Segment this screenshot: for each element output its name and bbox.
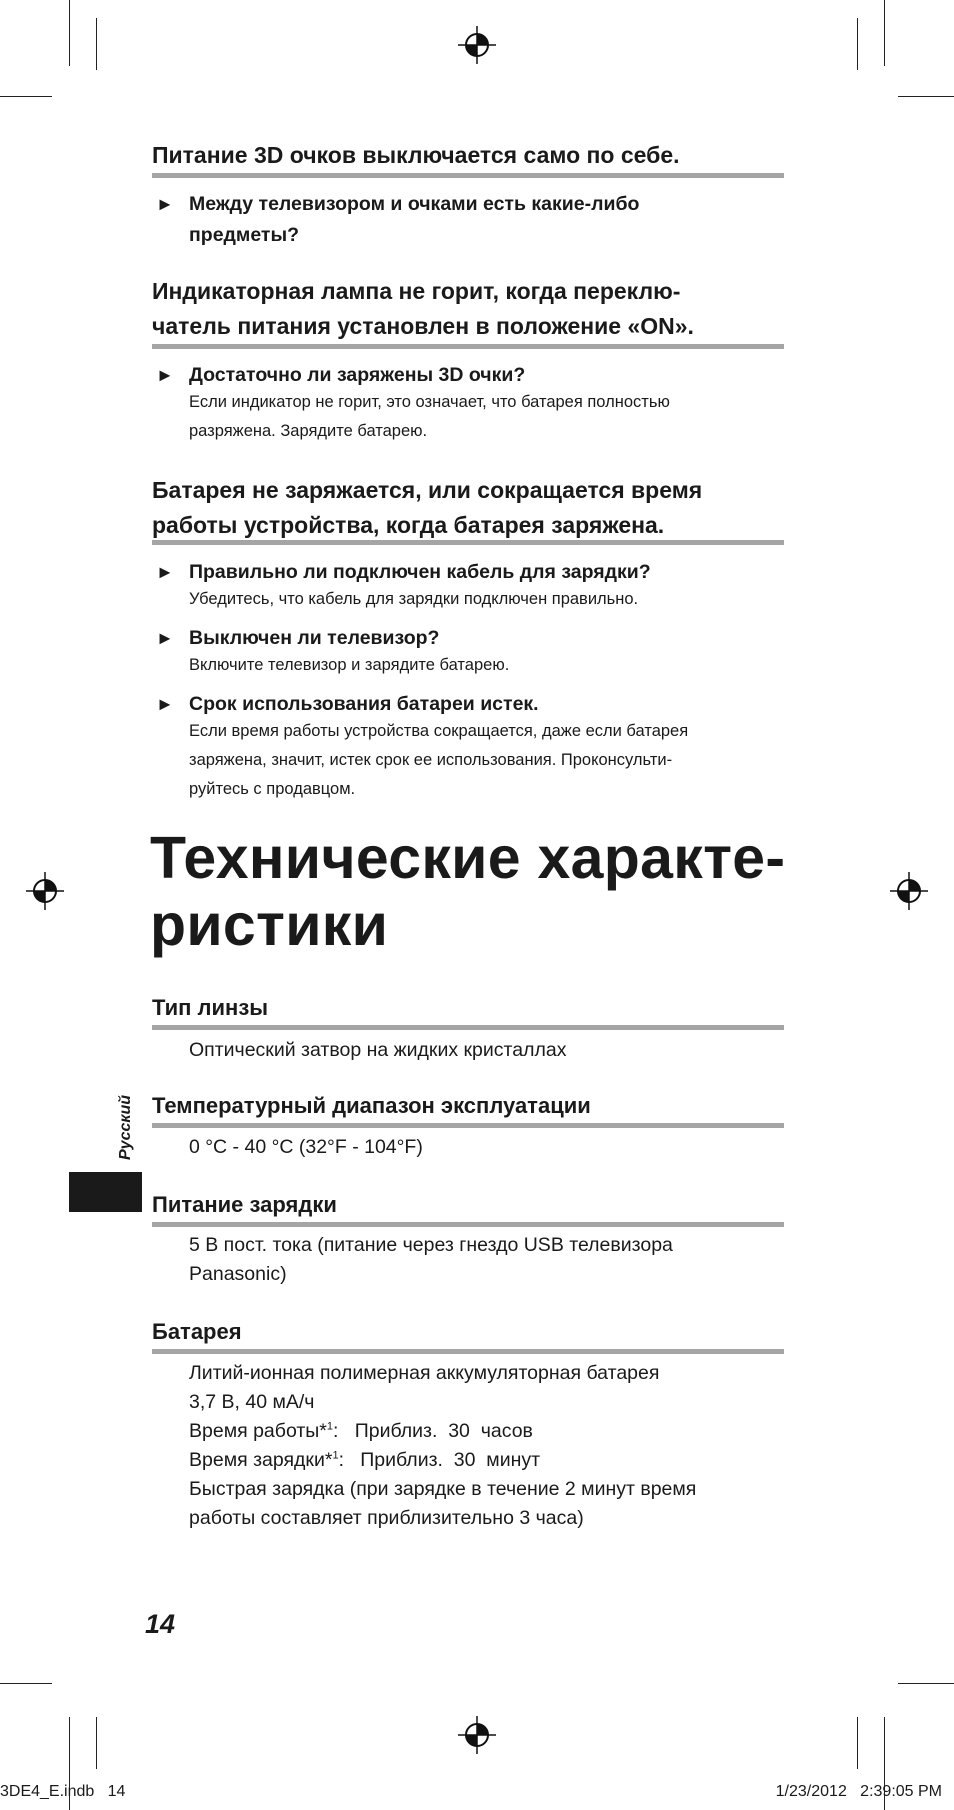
- arrow-right-icon: ►: [156, 562, 174, 582]
- registration-mark-icon: [458, 1716, 496, 1754]
- answer-text: Если время работы устройства сокращается, даже если батарея заряжена, значит, истек срок ее использования. Проконсульти- руйтесь с продавцом.: [189, 722, 689, 798]
- language-side-label: Русский: [117, 1094, 134, 1160]
- spec-text: 0 °C - 40 °C (32°F - 104°F): [189, 1136, 423, 1158]
- answer-text: Если индикатор не горит, это означает, что батарея полностью разряжена. Зарядите батарею.: [189, 393, 670, 440]
- spec-heading: Тип линзы: [152, 995, 269, 1020]
- section-rule: [152, 1349, 784, 1354]
- footer-file-slug: 3DE4_E.indb 14: [0, 1783, 126, 1800]
- footer-datetime: 1/23/2012 2:39:05 PM: [775, 1783, 942, 1800]
- language-tab-marker: [69, 1172, 142, 1212]
- registration-mark-icon: [458, 26, 496, 64]
- question-text: Выключен ли телевизор?: [189, 627, 440, 649]
- arrow-right-icon: ►: [156, 365, 174, 385]
- question-text: Достаточно ли заряжены 3D очки?: [189, 364, 526, 386]
- question-text: Правильно ли подключен кабель для зарядки?: [189, 561, 651, 583]
- registration-mark-icon: [26, 872, 64, 910]
- spec-heading: Температурный диапазон эксплуатации: [152, 1093, 591, 1118]
- registration-mark-icon: [890, 872, 928, 910]
- question-text: Срок использования батареи истек.: [189, 693, 539, 715]
- page-number: 14: [145, 1609, 176, 1639]
- arrow-right-icon: ►: [156, 628, 174, 648]
- section-rule: [152, 1025, 784, 1030]
- section-rule: [152, 344, 784, 349]
- spec-text: Оптический затвор на жидких кристаллах: [189, 1039, 567, 1061]
- spec-text: Литий-ионная полимерная аккумуляторная батарея 3,7 В, 40 мА/ч Время работы*$^1$: Приблиз. 30 часов Время зарядки*$^1$: Приблиз. 30 минут Быстрая зарядка (при зарядке в течение 2 минут время работы составляет приблизительно 3 часа): [189, 1359, 789, 1533]
- section-heading: Питание 3D очков выключается само по себе.: [152, 142, 680, 168]
- battery-charging-time: Время зарядки*$^1$: Приблиз. 30 минут: [189, 1449, 541, 1471]
- battery-operating-time: Время работы*$^1$: Приблиз. 30 часов: [189, 1420, 533, 1442]
- question-text: Между телевизором и очками есть какие-либо предметы?: [189, 193, 640, 246]
- spec-heading: Батарея: [152, 1319, 242, 1344]
- arrow-right-icon: ►: [156, 694, 174, 714]
- section-heading: Батарея не заряжается, или сокращается время работы устройства, когда батарея заряжена.: [152, 477, 703, 538]
- spec-text: 5 В пост. тока (питание через гнездо USB телевизора Panasonic): [189, 1234, 673, 1285]
- section-rule: [152, 540, 784, 545]
- section-rule: [152, 1123, 784, 1128]
- section-heading: Индикаторная лампа не горит, когда переклю- чатель питания установлен в положение «ON».: [152, 278, 694, 339]
- answer-text: Убедитесь, что кабель для зарядки подключен правильно.: [189, 590, 639, 608]
- section-rule: [152, 1222, 784, 1227]
- specs-title: Технические характе- ристики: [150, 825, 786, 958]
- section-rule: [152, 173, 784, 178]
- answer-text: Включите телевизор и зарядите батарею.: [189, 656, 510, 674]
- arrow-right-icon: ►: [156, 194, 174, 214]
- spec-heading: Питание зарядки: [152, 1192, 337, 1217]
